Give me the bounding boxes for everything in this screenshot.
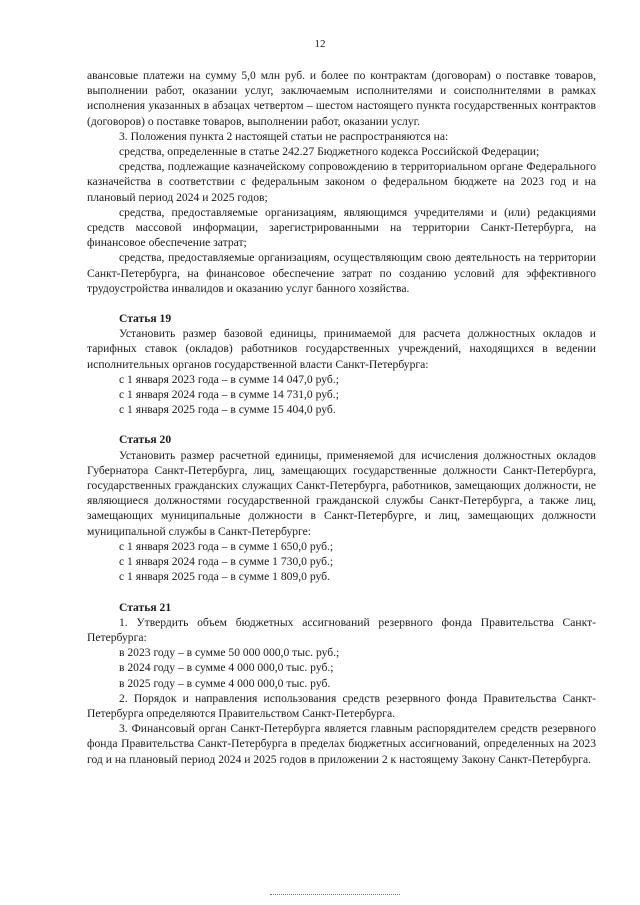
paragraph: с 1 января 2024 года – в сумме 14 731,0 руб.; <box>119 388 339 402</box>
page-number: 12 <box>314 38 326 50</box>
paragraph: в 2023 году – в сумме 50 000 000,0 тыс. руб.; <box>119 646 340 660</box>
paragraph: в 2024 году – в сумме 4 000 000,0 тыс. руб.; <box>119 661 334 675</box>
paragraph: 2. Порядок и направления использования средств резервного фонда Правительства Санкт-Петербурга определяются Правительством Санкт-Петербурга. <box>87 691 596 720</box>
paragraph: с 1 января 2025 года – в сумме 15 404,0 руб. <box>119 403 336 417</box>
paragraph: с 1 января 2023 года – в сумме 1 650,0 руб.; <box>119 539 334 553</box>
section-gap <box>87 585 596 600</box>
paragraph: средства, предоставляемые организациям, осуществляющим свою деятельность на территории Санкт-Петербурга, на финансовое обеспечение затрат по созданию условий для эффективного трудоустройства инвалидов и оказанию услуг банного хозяйства. <box>87 251 596 295</box>
paragraph: 3. Финансовый орган Санкт-Петербурга является главным распорядителем средств резервного фонда Правительства Санкт-Петербурга в пределах бюджетных ассигнований, определенных на 2023 год и на плановый период 2024 и 2025 годов в приложении 2 к настоящему Закону Санкт-Петербурга. <box>87 722 596 766</box>
paragraph: с 1 января 2025 года – в сумме 1 809,0 руб. <box>119 570 330 584</box>
paragraph: 1. Утвердить объем бюджетных ассигнований резервного фонда Правительства Санкт-Петербурга: <box>87 615 596 644</box>
paragraph: средства, предоставляемые организациям, являющимся учредителями и (или) редакциями средств массовой информации, зарегистрированными на территории Санкт-Петербурга, на финансовое обеспечение затрат; <box>87 205 596 250</box>
article-heading: Статья 19 <box>119 312 172 326</box>
paragraph: средства, определенные в статье 242.27 Бюджетного кодекса Российской Федерации; <box>119 145 540 159</box>
paragraph: Установить размер базовой единицы, принимаемой для расчета должностных окладов и тарифных ставок (окладов) работников государственных учреждений, находящихся в ведении исполнительных органов государственной власти Санкт-Петербурга: <box>87 327 596 371</box>
paragraph: с 1 января 2023 года – в сумме 14 047,0 руб.; <box>119 372 339 386</box>
article-heading: Статья 20 <box>119 433 172 447</box>
paragraph: Установить размер расчетной единицы, применяемой для исчисления должностных окладов Губернатора Санкт-Петербурга, лиц, замещающих государственные должности Санкт-Петербурга, государственных гражданских служащих Санкт-Петербурга, работников, замещающих должности, не являющиеся должностями государственной гражданской службы Санкт-Петербурга, а также лиц, замещающих муниципальные должности в Санкт-Петербурге, и лиц, замещающих должности муниципальной службы в Санкт-Петербурге: <box>87 448 596 538</box>
paragraph: с 1 января 2024 года – в сумме 1 730,0 руб.; <box>119 555 334 569</box>
section-gap <box>87 296 596 311</box>
footer-rule <box>270 894 400 895</box>
article-heading: Статья 21 <box>119 600 172 614</box>
paragraph: авансовые платежи на сумму 5,0 млн руб. и более по контрактам (договорам) о поставке товаров, выполнении работ, оказании услуг, заключаемым исполнителями и соисполнителями в рамках исполнения указанных в абзацах четвертом – шестом настоящего пункта государственных контрактов (договоров) о поставке товаров, выполнении работ, оказании услуг. <box>87 69 596 128</box>
paragraph: 3. Положения пункта 2 настоящей статьи не распространяются на: <box>119 129 449 143</box>
section-gap <box>87 417 596 432</box>
document-body <box>87 68 596 767</box>
paragraph: в 2025 году – в сумме 4 000 000,0 тыс. руб. <box>119 676 331 690</box>
paragraph: средства, подлежащие казначейскому сопровождению в территориальном органе Федерального казначейства в соответствии с федеральным законом о федеральном бюджете на 2023 год и на плановый период 2024 и 2025 годов; <box>87 160 596 204</box>
